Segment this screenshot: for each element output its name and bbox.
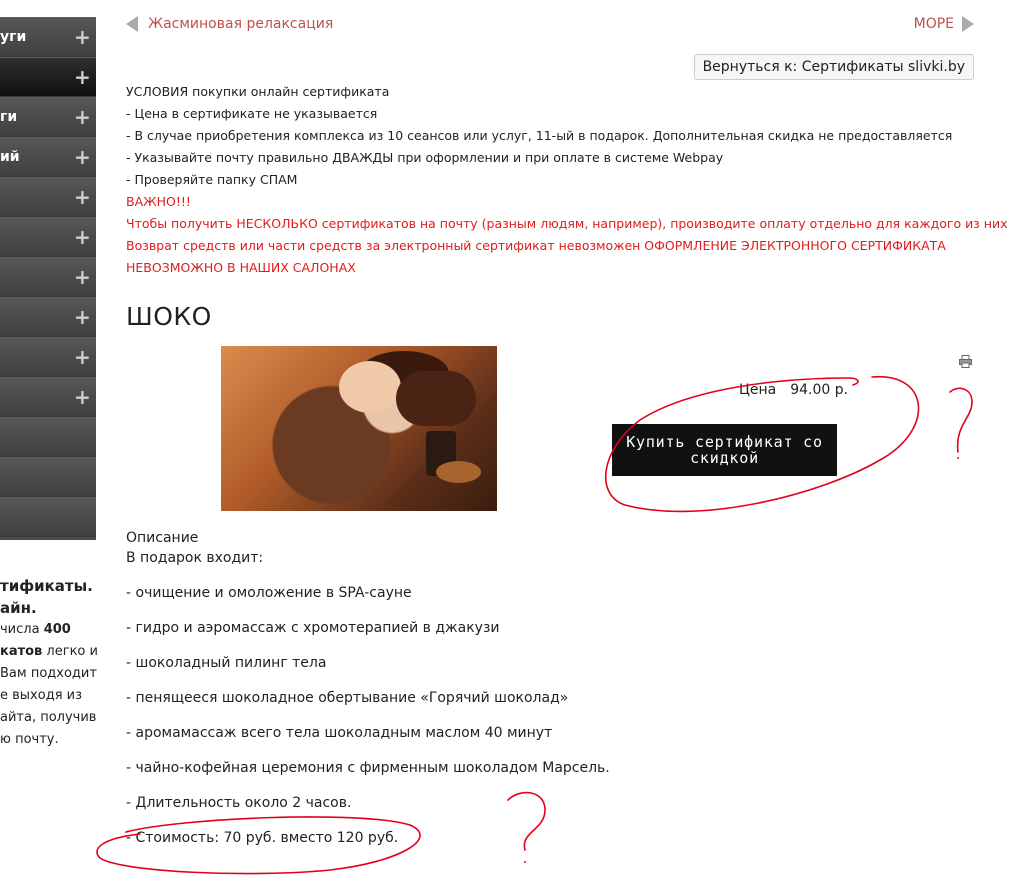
plus-icon[interactable]: + bbox=[74, 385, 91, 409]
plus-icon[interactable]: + bbox=[74, 65, 91, 89]
warning-line: ВАЖНО!!! bbox=[126, 194, 191, 209]
promo-line: Вам подходит bbox=[0, 666, 97, 681]
list-item: - гидро и аэромассаж с хромотерапией в джакузи bbox=[126, 620, 500, 636]
sidebar-menu bbox=[0, 17, 96, 540]
product-title: ШОКО bbox=[126, 302, 212, 331]
description-intro: В подарок входит: bbox=[126, 550, 264, 566]
sidebar-item-6[interactable] bbox=[0, 257, 96, 297]
sidebar-item-7[interactable] bbox=[0, 297, 96, 337]
purchase-conditions bbox=[126, 81, 1008, 279]
plus-icon[interactable]: + bbox=[74, 225, 91, 249]
next-link[interactable] bbox=[914, 16, 974, 32]
prev-link[interactable] bbox=[126, 16, 333, 32]
sidebar-item-2[interactable] bbox=[0, 97, 96, 137]
price-label: Цена bbox=[739, 382, 777, 398]
back-button[interactable]: Вернуться к: Сертификаты slivki.by bbox=[694, 54, 974, 80]
sidebar-item-label: уги bbox=[0, 29, 27, 45]
price-value: 94.00 р. bbox=[790, 382, 849, 398]
promo-line: катов легко и bbox=[0, 644, 98, 659]
promo-line: ю почту. bbox=[0, 732, 59, 747]
description bbox=[126, 528, 610, 848]
sidebar-item-label: ий bbox=[0, 149, 20, 165]
promo-heading-2: айн. bbox=[0, 599, 37, 617]
plus-icon[interactable]: + bbox=[74, 105, 91, 129]
list-item: - пенящееся шоколадное обертывание «Горячий шоколад» bbox=[126, 690, 569, 706]
sidebar-item-3[interactable] bbox=[0, 137, 96, 177]
warning-line: Чтобы получить НЕСКОЛЬКО сертификатов на почту (разным людям, например), производите оплату отдельно для каждого из них bbox=[126, 216, 1008, 231]
condition-line: - В случае приобретения комплекса из 10 сеансов или услуг, 11-ый в подарок. Дополнительная скидка не предоставляется bbox=[126, 128, 953, 143]
sidebar-item-0[interactable] bbox=[0, 17, 96, 57]
sidebar-item-9[interactable] bbox=[0, 377, 96, 417]
arrow-right-icon bbox=[962, 16, 974, 32]
warning-line: Возврат средств или части средств за электронный сертификат невозможен ОФОРМЛЕНИЕ ЭЛЕКТРОННОГО СЕРТИФИКАТА bbox=[126, 238, 946, 253]
plus-icon[interactable]: + bbox=[74, 345, 91, 369]
list-item: - Стоимость: 70 руб. вместо 120 руб. bbox=[126, 830, 399, 846]
plus-icon[interactable]: + bbox=[74, 185, 91, 209]
arrow-left-icon bbox=[126, 16, 138, 32]
sidebar-item-4[interactable] bbox=[0, 177, 96, 217]
condition-line: УСЛОВИЯ покупки онлайн сертификата bbox=[126, 84, 390, 99]
sidebar-item-8[interactable] bbox=[0, 337, 96, 377]
buy-certificate-button[interactable]: Купить сертификат со скидкой bbox=[612, 424, 837, 476]
promo-line: айта, получив bbox=[0, 710, 97, 725]
promo-line: числа 400 bbox=[0, 622, 71, 637]
next-link-label[interactable]: МОРЕ bbox=[913, 16, 954, 32]
sidebar-item-1[interactable] bbox=[0, 57, 96, 97]
sidebar-item-10[interactable] bbox=[0, 417, 96, 457]
sidebar-item-12[interactable] bbox=[0, 497, 96, 537]
condition-line: - Цена в сертификате не указывается bbox=[126, 106, 378, 121]
sidebar-item-11[interactable] bbox=[0, 457, 96, 497]
plus-icon[interactable]: + bbox=[74, 25, 91, 49]
warning-line: НЕВОЗМОЖНО В НАШИХ САЛОНАХ bbox=[126, 260, 356, 275]
list-item: - Длительность около 2 часов. bbox=[126, 795, 352, 811]
sidebar-item-label: ги bbox=[0, 109, 18, 125]
list-item: - чайно-кофейная церемония с фирменным шоколадом Марсель. bbox=[126, 760, 610, 776]
description-heading: Описание bbox=[126, 530, 199, 546]
annotation-question-mark bbox=[950, 388, 972, 452]
promo-line: е выходя из bbox=[0, 688, 83, 703]
promo-text bbox=[0, 575, 100, 751]
plus-icon[interactable]: + bbox=[74, 305, 91, 329]
sidebar-item-5[interactable] bbox=[0, 217, 96, 257]
list-item: - очищение и омоложение в SPA-сауне bbox=[126, 585, 412, 601]
list-item: - аромамассаж всего тела шоколадным маслом 40 минут bbox=[126, 725, 553, 741]
plus-icon[interactable]: + bbox=[74, 145, 91, 169]
promo-heading-1: тификаты. bbox=[0, 577, 93, 595]
plus-icon[interactable]: + bbox=[74, 265, 91, 289]
price bbox=[739, 382, 848, 398]
print-icon[interactable] bbox=[959, 355, 972, 368]
product-photo bbox=[221, 346, 497, 511]
prev-link-label[interactable]: Жасминовая релаксация bbox=[148, 16, 334, 32]
condition-line: - Проверяйте папку СПАМ bbox=[126, 172, 298, 187]
list-item: - шоколадный пилинг тела bbox=[126, 655, 327, 671]
condition-line: - Указывайте почту правильно ДВАЖДЫ при оформлении и при оплате в системе Webpay bbox=[126, 150, 724, 165]
